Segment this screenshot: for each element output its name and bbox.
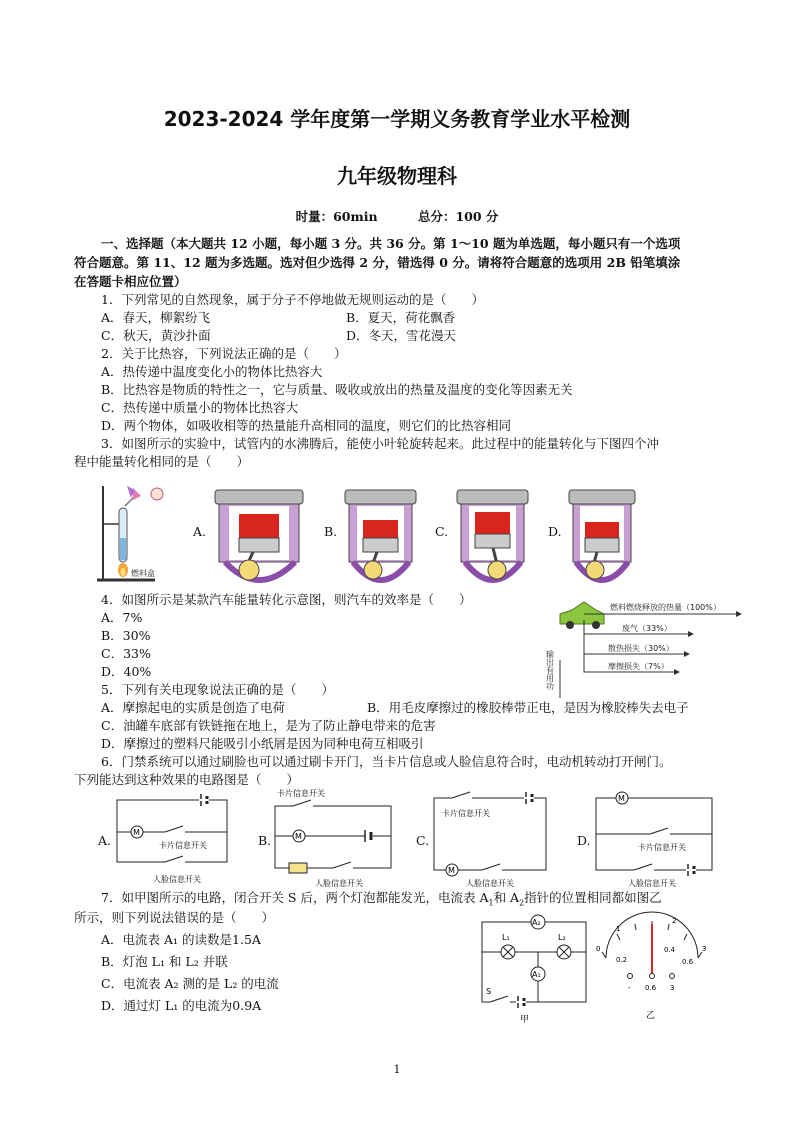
ammeter-a2-label: A₂ xyxy=(532,918,541,927)
circuit-c xyxy=(430,790,550,888)
terminal-3: 3 xyxy=(670,984,675,992)
q3-option-d-label: D. xyxy=(548,524,562,539)
dial-tick-0: 0 xyxy=(596,945,601,953)
section-instructions-1: 一、选择题（本大题共 12 小题，每小题 3 分。共 36 分。第 1～10 题为单选题，每小题只有一个选项 xyxy=(101,236,681,251)
q4-stem: 4．如图所示是某款汽车能量转化示意图，则汽车的效率是（ ） xyxy=(101,592,472,607)
exam-meta xyxy=(0,207,794,225)
q5-option-a: A．摩擦起电的实质是创造了电荷 xyxy=(101,700,286,715)
q5-option-c: C．油罐车底部有铁链拖在地上，是为了防止静电带来的危害 xyxy=(101,718,436,733)
card-switch-label: 卡片信息开关 xyxy=(159,841,207,850)
q3-option-b-label: B. xyxy=(324,524,338,539)
face-switch-label: 人脸信息开关 xyxy=(628,879,676,888)
exam-subtitle: 九年级物理科 xyxy=(337,164,457,188)
energy-output-label: 输出有用功 xyxy=(545,650,555,690)
q3-stem-1: 3．如图所示的实验中，试管内的水沸腾后，能使小叶轮旋转起来。此过程中的能量转化与下图四个冲 xyxy=(101,436,659,451)
time-limit: 时量：60min xyxy=(295,209,378,224)
q5-option-d: D．摩擦过的塑料尺能吸引小纸屑是因为同种电荷互相吸引 xyxy=(101,736,424,751)
dial-tick-2: 2 xyxy=(672,917,677,925)
ammeter-a1-label: A₁ xyxy=(532,970,541,979)
circuit-a xyxy=(113,792,231,888)
fig-jia-label: 甲 xyxy=(520,1015,530,1025)
q1-option-d: D．冬天，雪花漫天 xyxy=(346,328,457,343)
terminal-minus: - xyxy=(628,984,631,992)
card-switch-label: 卡片信息开关 xyxy=(638,843,686,852)
exam-title: 2023-2024 学年度第一学期义务教育学业水平检测 xyxy=(163,107,631,131)
face-switch-label: 人脸信息开关 xyxy=(153,875,201,884)
q1-stem: 1．下列常见的自然现象，属于分子不停地做无规则运动的是（ ） xyxy=(101,292,484,307)
q2-option-b: B．比热容是物质的特性之一，它与质量、吸收或放出的热量及温度的变化等因素无关 xyxy=(101,382,573,397)
q7-stem-part: 7．如甲图所示的电路，闭合开关 S 后，两个灯泡都能发光，电流表 A xyxy=(101,890,489,905)
energy-heat-label: 散热损失（30%） xyxy=(608,644,674,653)
engine-stroke-c xyxy=(455,486,530,588)
face-switch-label: 人脸信息开关 xyxy=(315,879,363,888)
motor-label: M xyxy=(133,828,140,837)
burner-label: 燃料盒 xyxy=(131,569,155,578)
q3-option-a-label: A. xyxy=(193,524,207,539)
q7-sub: 1 xyxy=(488,898,494,908)
q4-option-c: C．33% xyxy=(101,646,151,661)
motor-label: M xyxy=(448,866,455,875)
circuit-d xyxy=(592,790,716,888)
q7-circuit-jia xyxy=(474,912,594,1024)
lamp-l1-label: L₁ xyxy=(502,933,510,942)
q5-option-b: B．用毛皮摩擦过的橡胶棒带正电，是因为橡胶棒失去电子 xyxy=(367,700,689,715)
q1-option-a: A．春天，柳絮纷飞 xyxy=(101,310,211,325)
card-switch-label: 卡片信息开关 xyxy=(442,809,490,818)
q7-stem-part: 和 A xyxy=(493,890,520,905)
q6-stem-2: 下列能达到这种效果的电路图是（ ） xyxy=(74,772,300,787)
motor-label: M xyxy=(295,832,302,841)
engine-stroke-d xyxy=(567,486,637,588)
fig-yi-label: 乙 xyxy=(646,1011,656,1021)
q7-option-c: C．电流表 A₂ 测的是 L₂ 的电流 xyxy=(101,976,279,991)
q2-option-d: D．两个物体，如吸收相等的热量能升高相同的温度，则它们的比热容相同 xyxy=(101,418,512,433)
q7-ammeter-dial-yi xyxy=(594,918,712,1022)
q3-stem-2: 程中能量转化相同的是（ ） xyxy=(74,454,250,469)
energy-flow-diagram xyxy=(545,600,744,700)
energy-total-label: 燃料燃烧释放的热量（100%） xyxy=(610,603,721,612)
dial-sub-1: 0.2 xyxy=(616,956,628,964)
q7-stem-part: 指针的位置相同都如图乙 xyxy=(524,890,662,905)
terminal-06: 0.6 xyxy=(645,984,657,992)
q6-stem-1: 6．门禁系统可以通过刷脸也可以通过刷卡开门，当卡片信息或人脸信息符合时，电动机转动打开闸门。 xyxy=(101,754,672,769)
total-score: 总分：100 分 xyxy=(417,209,499,224)
page-number: 1 xyxy=(393,1063,401,1076)
section-instructions-2: 符合题意。第 11、12 题为多选题。选对但少选得 2 分，错选得 0 分。请将符合题意的选项用 2B 铅笔填涂 xyxy=(74,255,681,270)
q6-option-b-label: B. xyxy=(258,833,272,848)
q6-option-c-label: C. xyxy=(416,833,430,848)
q2-stem: 2．关于比热容，下列说法正确的是（ ） xyxy=(101,346,347,361)
boiling-tube-figure xyxy=(95,478,185,586)
face-switch-label: 人脸信息开关 xyxy=(466,879,514,888)
q3-option-c-label: C. xyxy=(435,524,449,539)
dial-tick-3: 3 xyxy=(702,945,707,953)
lamp-l2-label: L₂ xyxy=(558,933,566,942)
energy-friction-label: 摩擦损失（7%） xyxy=(608,662,669,671)
q1-option-b: B．夏天，荷花飘香 xyxy=(346,310,456,325)
dial-sub-3: 0.6 xyxy=(682,958,694,966)
engine-stroke-b xyxy=(343,486,418,588)
energy-exhaust-label: 废气（33%） xyxy=(622,624,672,633)
q7-stem-1 xyxy=(101,890,662,912)
q4-option-a: A．7% xyxy=(101,610,143,625)
q7-stem-2: 所示，则下列说法错误的是（ ） xyxy=(74,910,275,925)
engine-stroke-a xyxy=(213,486,305,588)
dial-tick-1: 1 xyxy=(616,925,621,933)
q6-option-d-label: D. xyxy=(577,833,591,848)
q5-stem: 5．下列有关电现象说法正确的是（ ） xyxy=(101,682,334,697)
q6-option-a-label: A. xyxy=(98,833,112,848)
section-instructions-3: 在答题卡相应位置） xyxy=(74,274,187,289)
switch-s-label: S xyxy=(486,987,492,996)
q2-option-c: C．热传递中质量小的物体比热容大 xyxy=(101,400,299,415)
motor-label: M xyxy=(618,794,625,803)
q7-option-b: B．灯泡 L₁ 和 L₂ 并联 xyxy=(101,954,228,969)
card-switch-label: 卡片信息开关 xyxy=(277,789,325,798)
q4-option-d: D．40% xyxy=(101,664,152,679)
q1-option-c: C．秋天，黄沙扑面 xyxy=(101,328,211,343)
circuit-b xyxy=(271,786,397,890)
q7-option-a: A．电流表 A₁ 的读数是1.5A xyxy=(101,932,261,947)
q7-option-d: D．通过灯 L₁ 的电流为0.9A xyxy=(101,998,262,1013)
q7-sub: 2 xyxy=(519,898,525,908)
dial-sub-2: 0.4 xyxy=(664,946,676,954)
q4-option-b: B．30% xyxy=(101,628,151,643)
q2-option-a: A．热传递中温度变化小的物体比热容大 xyxy=(101,364,323,379)
